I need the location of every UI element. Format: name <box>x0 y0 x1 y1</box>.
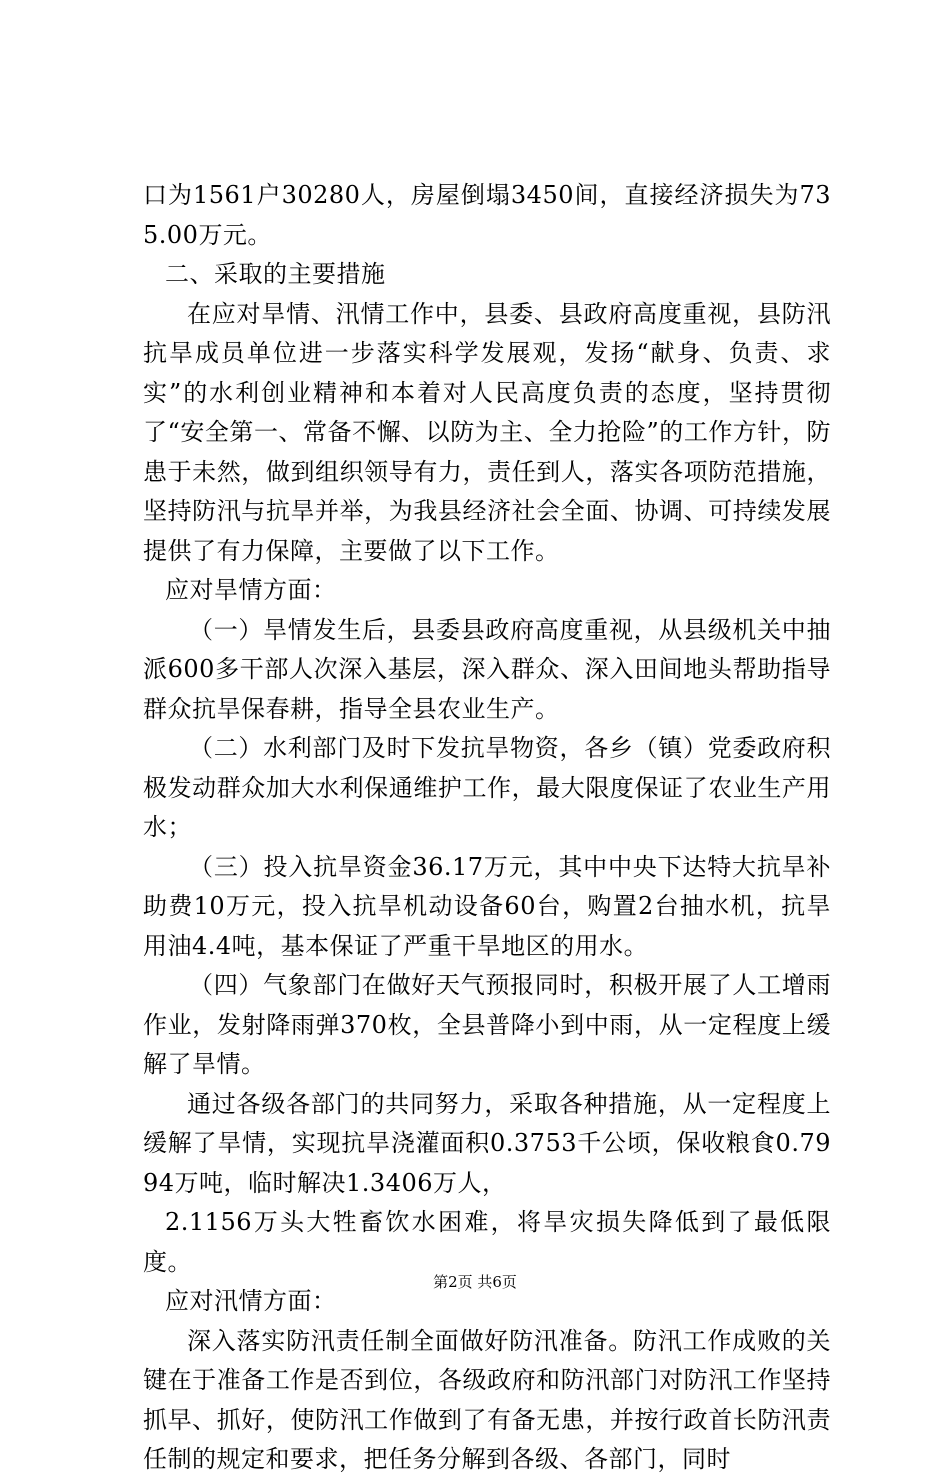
subheading-drought-response: 应对旱情方面： <box>165 576 337 604</box>
paragraph-measures-intro: 在应对旱情、汛情工作中，县委、县政府高度重视，县防汛抗旱成员单位进一步落实科学发展观，发扬“献身、负责、求实”的水利创业精神和本着对人民高度负责的态度，坚持贯彻了“安全第一、常备不懈、以防为主、全力抢险”的工作方针，防患于未然，做到组织领导有力，责任到人，落实各项防范措施，坚持防汛与抗旱并举，为我县经济社会全面、协调、可持续发展提供了有力保障，主要做了以下工作。 <box>143 299 831 565</box>
page-footer: 第2页 共6页 <box>433 1273 517 1291</box>
paragraph-drought-results: 通过各级各部门的共同努力，采取各种措施，从一定程度上缓解了旱情，实现抗旱浇灌面积0.3753千公顷，保收粮食0.7994万吨，临时解决1.3406万人， <box>143 1089 831 1197</box>
section-heading-main-measures: 二、采取的主要措施 <box>165 260 386 288</box>
subheading-flood-response: 应对汛情方面： <box>165 1287 337 1315</box>
paragraph-drought-item-4: （四）气象部门在做好天气预报同时，积极开展了人工增雨作业，发射降雨弹370枚，全县普降小到中雨，从一定程度上缓解了旱情。 <box>143 971 831 1078</box>
paragraph-drought-item-2: （二）水利部门及时下发抗旱物资，各乡（镇）党委政府积极发动群众加大水利保通维护工作，最大限度保证了农业生产用水； <box>143 734 831 841</box>
paragraph-drought-item-3: （三）投入抗旱资金36.17万元，其中中央下达特大抗旱补助费10万元，投入抗旱机动设备60台，购置2台抽水机，抗旱用油4.4吨，基本保证了严重干旱地区的用水。 <box>143 852 831 960</box>
paragraph-drought-results-continued: 2.1156万头大牲畜饮水困难，将旱灾损失降低到了最低限度。 <box>143 1208 831 1276</box>
paragraph-casualty-summary: 口为1561户30280人，房屋倒塌3450间，直接经济损失为735.00万元。 <box>143 181 831 249</box>
paragraph-flood-preparation: 深入落实防汛责任制全面做好防汛准备。防汛工作成败的关键在于准备工作是否到位，各级政府和防汛部门对防汛工作坚持抓早、抓好，使防汛工作做到了有备无患，并按行政首长防汛责任制的规定和要求，把任务分解到各级、各部门，同时 <box>143 1326 831 1473</box>
paragraph-drought-item-1: （一）旱情发生后，县委县政府高度重视，从县级机关中抽派600多干部人次深入基层，深入群众、深入田间地头帮助指导群众抗旱保春耕，指导全县农业生产。 <box>143 615 831 723</box>
